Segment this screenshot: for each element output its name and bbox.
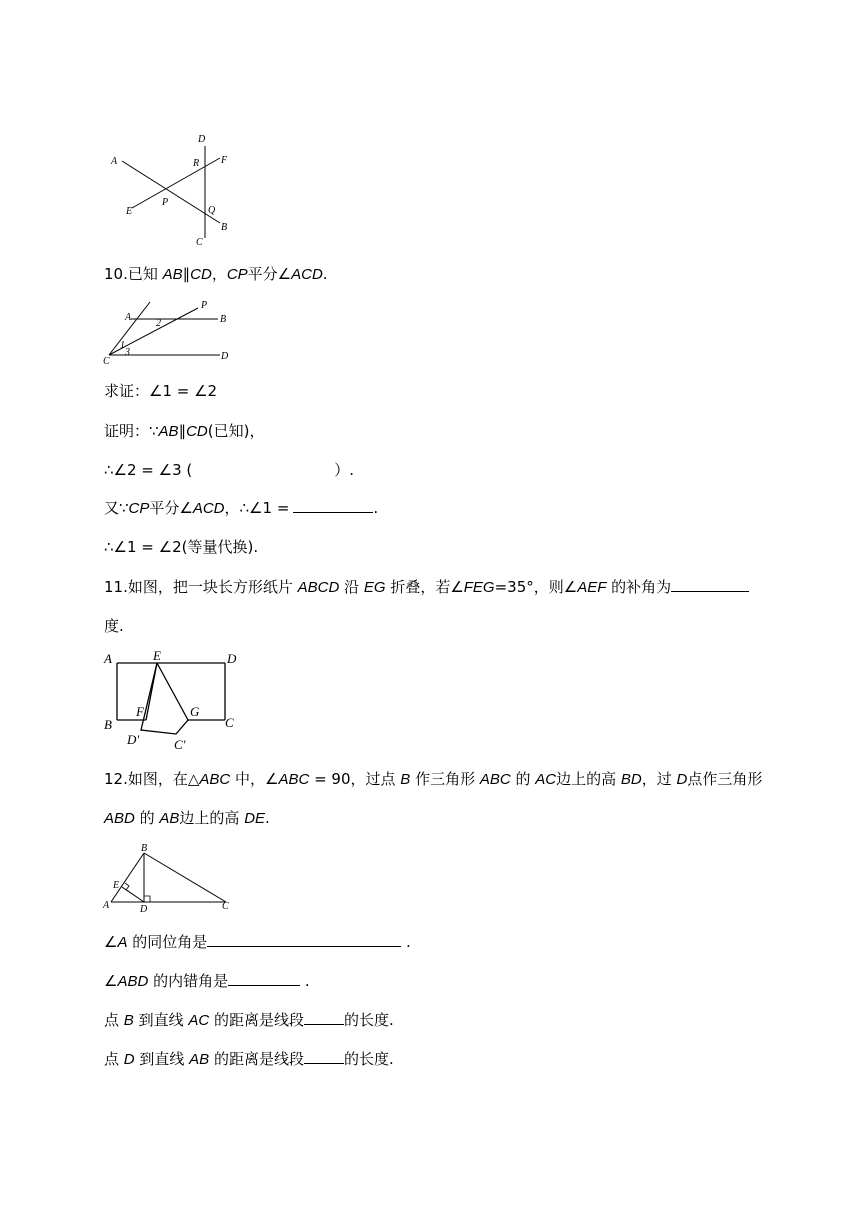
alternate-angle-blank[interactable]: [228, 971, 300, 986]
label-1: 1: [120, 340, 125, 351]
label-cprime: C′: [174, 737, 186, 752]
figure-q12: [100, 840, 240, 916]
label-c: C: [222, 901, 229, 912]
label-a: A: [125, 312, 132, 323]
label-e: E: [113, 880, 120, 891]
label-f: F: [136, 704, 144, 719]
label-e: E: [126, 206, 133, 217]
label-e: E: [153, 648, 161, 663]
label-c: C: [103, 356, 110, 367]
label-b: B: [220, 314, 227, 325]
q12-statement-line2: ABD 的 AB边上的高 DE.: [104, 809, 270, 827]
label-a: A: [103, 900, 110, 911]
label-q: Q: [208, 205, 216, 216]
q11-statement: 11.如图，把一块长方形纸片 ABCD 沿 EG 折叠，若∠FEG=35°，则∠AEF 的补角为: [104, 577, 749, 598]
q10-proof-line3: 又∵CP平分∠ACD，∴∠1 = .: [104, 499, 379, 517]
label-d: D: [221, 351, 229, 362]
label-b: B: [104, 717, 112, 732]
segment-blank-d[interactable]: [304, 1049, 344, 1064]
q10-statement: 10.已知 AB∥CD，CP平分∠ACD.: [104, 265, 328, 283]
label-r: R: [193, 158, 200, 169]
label-d: D: [140, 904, 148, 915]
figure-q11: [100, 646, 248, 756]
q10-proof-line2: ∴∠2 = ∠3 ( ）.: [104, 461, 355, 479]
label-a: A: [111, 156, 118, 167]
label-p: P: [201, 300, 208, 311]
line-de: [122, 887, 144, 902]
q10-conclusion: ∴∠1 = ∠2(等量代换).: [104, 538, 259, 556]
q10-prove: 求证：∠1 = ∠2: [104, 382, 218, 400]
label-3: 3: [125, 347, 130, 358]
corresponding-angle-blank[interactable]: [207, 932, 401, 947]
label-g: G: [190, 704, 200, 719]
q12-question1: ∠A 的同位角是 .: [104, 933, 411, 951]
label-dprime: D′: [127, 732, 140, 747]
label-c: C: [196, 237, 203, 248]
label-f: F: [221, 155, 228, 166]
label-p: P: [162, 197, 169, 208]
label-b: B: [141, 843, 148, 854]
supplement-blank[interactable]: [671, 577, 749, 592]
line-ab: [111, 853, 144, 902]
q12-question4: 点 D 到直线 AB 的距离是线段 的长度.: [104, 1050, 394, 1068]
line-ef: [132, 158, 220, 208]
figure-q10: [100, 296, 240, 370]
angle-blank[interactable]: [293, 498, 373, 513]
q12-statement-line1: 12.如图，在△ABC 中，∠ABC = 90，过点 B 作三角形 ABC 的 AC边上的高 BD，过 D点作三角形: [104, 770, 763, 788]
folded-flap: [141, 663, 188, 734]
label-d: D: [198, 134, 206, 145]
label-2: 2: [156, 318, 161, 329]
label-a: A: [104, 651, 112, 666]
q10-proof-line1: 证明：∵AB∥CD(已知)，: [104, 422, 265, 440]
label-d: D: [227, 651, 237, 666]
label-b: B: [221, 222, 228, 233]
line-bc: [144, 853, 226, 902]
q12-question3: 点 B 到直线 AC 的距离是线段 的长度.: [104, 1011, 394, 1029]
figure-q9: [104, 128, 244, 248]
q12-question2: ∠ABD 的内错角是 .: [104, 972, 310, 990]
fold-line-ef: [146, 663, 157, 720]
q11-unit: 度.: [104, 617, 124, 635]
label-c: C: [225, 715, 234, 730]
right-angle-d: [144, 896, 150, 902]
segment-blank-b[interactable]: [304, 1010, 344, 1025]
